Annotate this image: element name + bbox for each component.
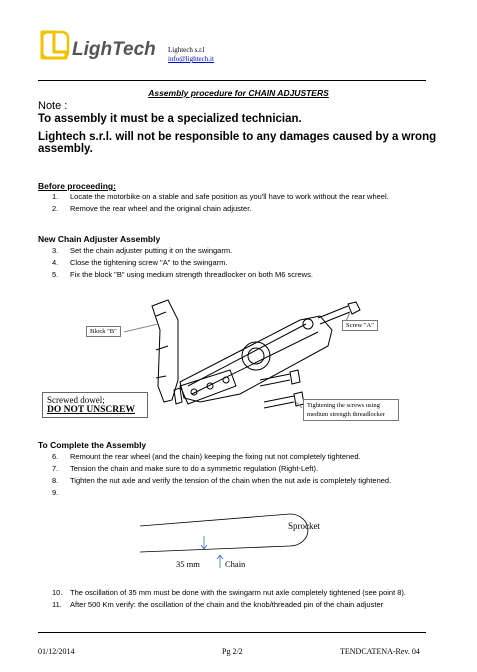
item-text: Locate the motorbike on a stable and safe position as you'll have to work without the rear wheel. [70, 192, 389, 201]
footer-date: 01/12/2014 [38, 647, 75, 656]
warning-line-1: To assembly it must be a specialized technician. [38, 113, 302, 125]
item-number: 7. [52, 464, 59, 473]
item-text: Set the chain adjuster putting it on the swingarm. [70, 246, 233, 255]
chain-upper-line [140, 514, 290, 526]
item-number: 1. [52, 192, 59, 201]
list-item [52, 600, 472, 610]
item-text: Fix the block "B" using medium strength threadlocker on both M6 screws. [70, 270, 313, 279]
list-item [52, 476, 452, 486]
dowel-line-1: Screwed dowel; [47, 395, 105, 405]
item-text: After 500 Km verify: the oscillation of the chain and the knob/threaded pin of the chain adjuster [70, 600, 384, 609]
company-name: Lightech s.r.l [168, 46, 205, 54]
footer-rule [38, 632, 426, 633]
list-item [52, 588, 472, 598]
list-item [52, 270, 452, 280]
item-text: Tighten the nut axle and verify the tension of the chain when the nut axle is completely tightened. [70, 476, 392, 485]
chain-label: Chain [225, 559, 246, 569]
measure-label: 35 mm [176, 559, 200, 569]
complete-heading: To Complete the Assembly [38, 440, 147, 450]
note-label: Note : [38, 100, 68, 112]
sprocket-label: Sprocket [288, 521, 320, 531]
item-number: 3. [52, 246, 59, 255]
header-rule [38, 80, 426, 81]
item-number: 2. [52, 204, 59, 213]
block-b-label: Block "B" [86, 326, 121, 337]
item-number: 8. [52, 476, 59, 485]
footer-document-ref: TENDCATENA-Rev. 04 [340, 647, 420, 656]
list-item [52, 452, 452, 462]
list-item [52, 246, 452, 256]
item-number: 10. [52, 588, 63, 597]
arrow-up-icon [217, 555, 223, 568]
item-text: Close the tightening screw "A" to the swingarm. [70, 258, 228, 267]
item-text: The oscillation of 35 mm must be done with the swingarm nut axle completely tightened (see point 8). [70, 588, 407, 597]
lightech-logo [38, 28, 158, 62]
document-title: Assembly procedure for CHAIN ADJUSTERS [148, 88, 329, 98]
item-text: Tension the chain and make sure to do a symmetric regulation (Right-Left). [70, 464, 319, 473]
item-number: 4. [52, 258, 59, 267]
item-number: 11. [52, 600, 62, 609]
item-number: 6. [52, 452, 59, 461]
item-number: 9. [52, 488, 59, 497]
arrow-down-icon [201, 536, 207, 549]
footer-page-number: Pg 2/2 [222, 647, 243, 656]
warning-line-2: Lightech s.r.l. will not be responsible to any damages caused by a wrong assembly. [38, 131, 437, 155]
list-item [52, 464, 452, 474]
dowel-line-2: DO NOT UNSCREW [47, 405, 135, 415]
logo-wordmark: LighTech [72, 39, 156, 60]
dowel-warning-box [42, 392, 148, 418]
before-heading: Before proceeding: [38, 181, 116, 191]
item-number: 5. [52, 270, 59, 279]
tightening-label: Tightening the screws using medium strength threadlocker [303, 399, 399, 421]
item-text: Remove the rear wheel and the original chain adjuster. [70, 204, 252, 213]
list-item [52, 192, 452, 202]
company-email-link[interactable]: info@lightech.it [168, 55, 214, 63]
item-text: Remount the rear wheel (and the chain) keeping the fixing nut not completely tightened. [70, 452, 361, 461]
screw-a-label: Screw "A" [342, 320, 378, 331]
list-item [52, 258, 452, 268]
chain-lower-line [140, 546, 290, 552]
list-item [52, 488, 452, 498]
list-item [52, 204, 452, 214]
assembly-heading: New Chain Adjuster Assembly [38, 234, 161, 244]
